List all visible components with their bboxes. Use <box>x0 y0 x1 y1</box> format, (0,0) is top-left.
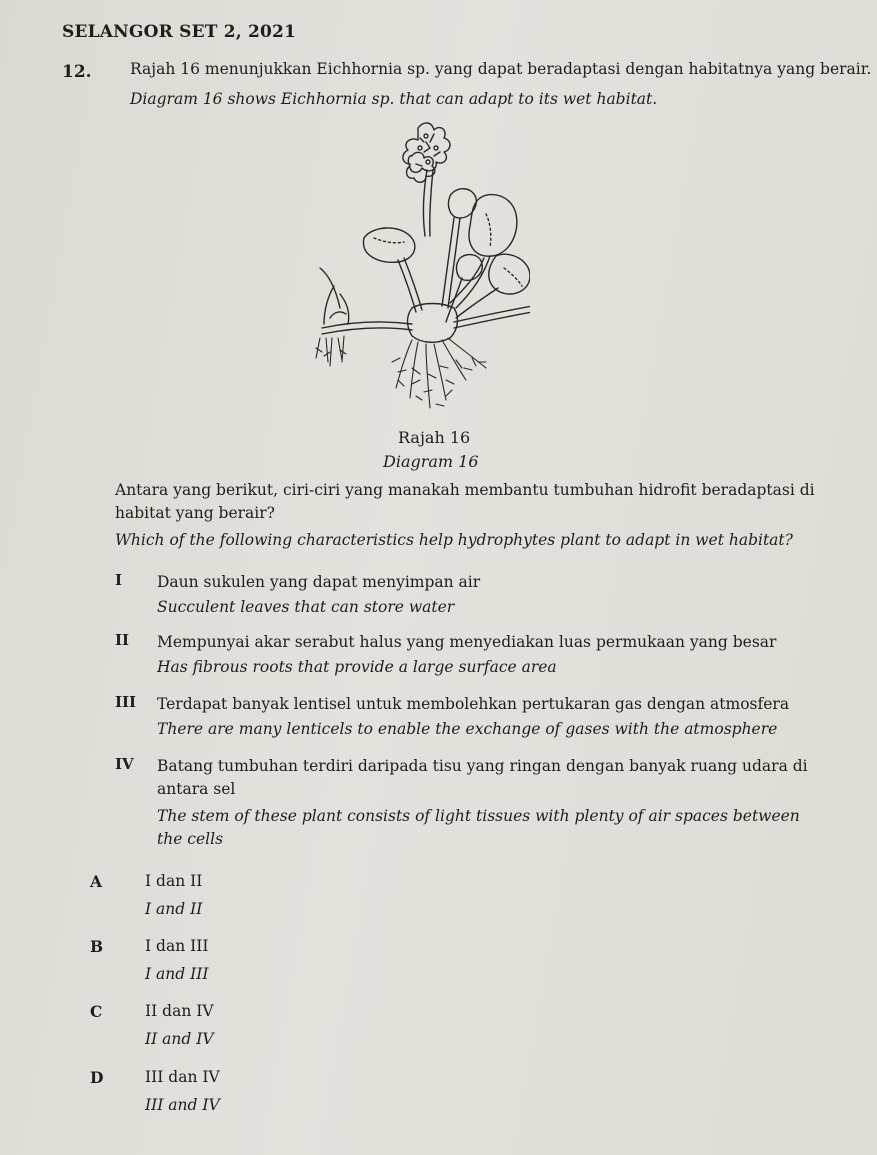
statement-english: Succulent leaves that can store water <box>157 598 455 616</box>
diagram-caption-english: Diagram 16 <box>383 452 479 471</box>
statement-malay: Mempunyai akar serabut halus yang menyediakan luas permukaan yang besar <box>157 633 777 651</box>
question-stem-malay: Antara yang berikut, ciri-ciri yang manakah membantu tumbuhan hidrofit beradaptasi di habitat yang berair? <box>115 481 815 522</box>
option-letter: C <box>90 1002 103 1021</box>
exam-header: SELANGOR SET 2, 2021 <box>62 22 297 42</box>
diagram-caption-malay: Rajah 16 <box>398 428 471 447</box>
question-text-malay: Rajah 16 menunjukkan Eichhornia sp. yang dapat beradaptasi dengan habitatnya yang berair. <box>130 60 872 78</box>
statement-number: IV <box>115 755 134 773</box>
leaf-left <box>363 228 422 312</box>
option-text-malay: I dan II <box>145 872 203 890</box>
plant-base-stolon <box>320 268 530 342</box>
option-text-english: II and IV <box>145 1030 214 1048</box>
option-letter: B <box>90 937 104 956</box>
option-text-malay: I dan III <box>145 937 209 955</box>
option-text-english: III and IV <box>145 1096 220 1114</box>
statement-english: There are many lenticels to enable the exchange of gases with the atmosphere <box>157 720 778 738</box>
option-text-english: I and II <box>145 900 203 918</box>
option-text-english: I and III <box>145 965 209 983</box>
question-number: 12. <box>62 62 92 82</box>
statement-number: III <box>115 693 137 711</box>
statement-number: II <box>115 631 130 649</box>
option-letter: A <box>90 872 103 891</box>
option-text-malay: II dan IV <box>145 1002 214 1020</box>
option-text-malay: III dan IV <box>145 1068 220 1086</box>
question-text-english: Diagram 16 shows Eichhornia sp. that can adapt to its wet habitat. <box>130 90 658 108</box>
statement-english: Has fibrous roots that provide a large surface area <box>157 658 557 676</box>
statement-malay: Terdapat banyak lentisel untuk membolehkan pertukaran gas dengan atmosfera <box>157 695 790 713</box>
water-hyacinth-diagram <box>300 118 530 423</box>
statement-malay: Batang tumbuhan terdiri daripada tisu yang ringan dengan banyak ruang udara di antara sel <box>157 757 808 798</box>
leaf-right-upper <box>450 195 517 308</box>
statement-english: The stem of these plant consists of light tissues with plenty of air spaces between the cells <box>157 807 800 848</box>
statement-number: I <box>115 571 123 589</box>
question-stem-english: Which of the following characteristics help hydrophytes plant to adapt in wet habitat? <box>115 531 793 549</box>
statement-malay: Daun sukulen yang dapat menyimpan air <box>157 573 481 591</box>
option-letter: D <box>90 1068 104 1087</box>
fibrous-roots <box>316 336 486 408</box>
